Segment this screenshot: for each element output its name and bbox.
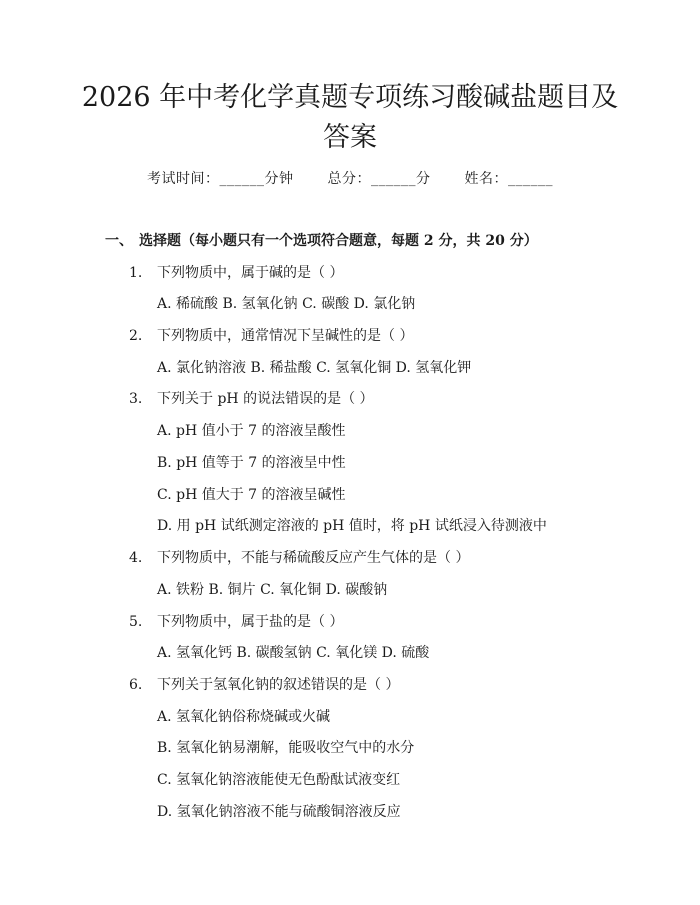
question-3-option-d: D. 用 pH 试纸测定溶液的 pH 值时，将 pH 试纸浸入待测液中 — [157, 518, 547, 534]
exam-time: 考试时间：______分钟 — [147, 171, 294, 187]
question-2-options: A. 氯化钠溶液 B. 稀盐酸 C. 氢氧化铜 D. 氢氧化钾 — [157, 360, 472, 376]
section-text: 选择题（每小题只有一个选项符合题意，每题 2 分，共 20 分） — [139, 233, 538, 249]
question-1 — [129, 262, 343, 282]
question-5-options: A. 氢氧化钙 B. 碳酸氢钠 C. 氧化镁 D. 硫酸 — [157, 645, 430, 661]
question-6-option-d: D. 氢氧化钠溶液不能与硫酸铜溶液反应 — [157, 804, 401, 820]
question-text: 下列物质中，通常情况下呈碱性的是（ ） — [157, 328, 414, 344]
question-number: 2. — [129, 328, 143, 344]
question-text: 下列物质中，不能与稀硫酸反应产生气体的是（ ） — [157, 550, 470, 566]
question-3 — [129, 388, 374, 408]
question-number: 3. — [129, 391, 143, 407]
exam-score: 总分：______分 — [327, 171, 431, 187]
title-line-1: 2026 年中考化学真题专项练习酸碱盐题目及 — [81, 82, 619, 113]
question-3-option-b: B. pH 值等于 7 的溶液呈中性 — [157, 455, 346, 471]
question-2 — [129, 325, 413, 345]
question-6-option-a: A. 氢氧化钠俗称烧碱或火碱 — [157, 709, 331, 725]
question-number: 1. — [129, 265, 143, 281]
question-number: 6. — [129, 677, 143, 693]
question-5 — [129, 611, 343, 631]
exam-info — [0, 168, 700, 188]
question-text: 下列物质中，属于碱的是（ ） — [157, 265, 344, 281]
title-line-2: 答案 — [323, 122, 377, 153]
question-6 — [129, 674, 399, 694]
question-4 — [129, 547, 469, 567]
question-1-options: A. 稀硫酸 B. 氢氧化钠 C. 碳酸 D. 氯化钠 — [157, 296, 416, 312]
section-number: 一、 — [105, 233, 133, 249]
section-heading — [105, 230, 538, 250]
question-text: 下列关于氢氧化钠的叙述错误的是（ ） — [157, 677, 400, 693]
question-6-option-b: B. 氢氧化钠易潮解，能吸收空气中的水分 — [157, 740, 415, 756]
question-6-option-c: C. 氢氧化钠溶液能使无色酚酞试液变红 — [157, 772, 401, 788]
question-4-options: A. 铁粉 B. 铜片 C. 氧化铜 D. 碳酸钠 — [157, 582, 388, 598]
question-3-option-c: C. pH 值大于 7 的溶液呈碱性 — [157, 487, 346, 503]
question-number: 4. — [129, 550, 143, 566]
question-number: 5. — [129, 614, 143, 630]
exam-name: 姓名：______ — [464, 171, 553, 187]
document-title — [80, 78, 620, 158]
question-text: 下列物质中，属于盐的是（ ） — [157, 614, 344, 630]
question-3-option-a: A. pH 值小于 7 的溶液呈酸性 — [157, 423, 346, 439]
question-text: 下列关于 pH 的说法错误的是（ ） — [157, 391, 374, 407]
